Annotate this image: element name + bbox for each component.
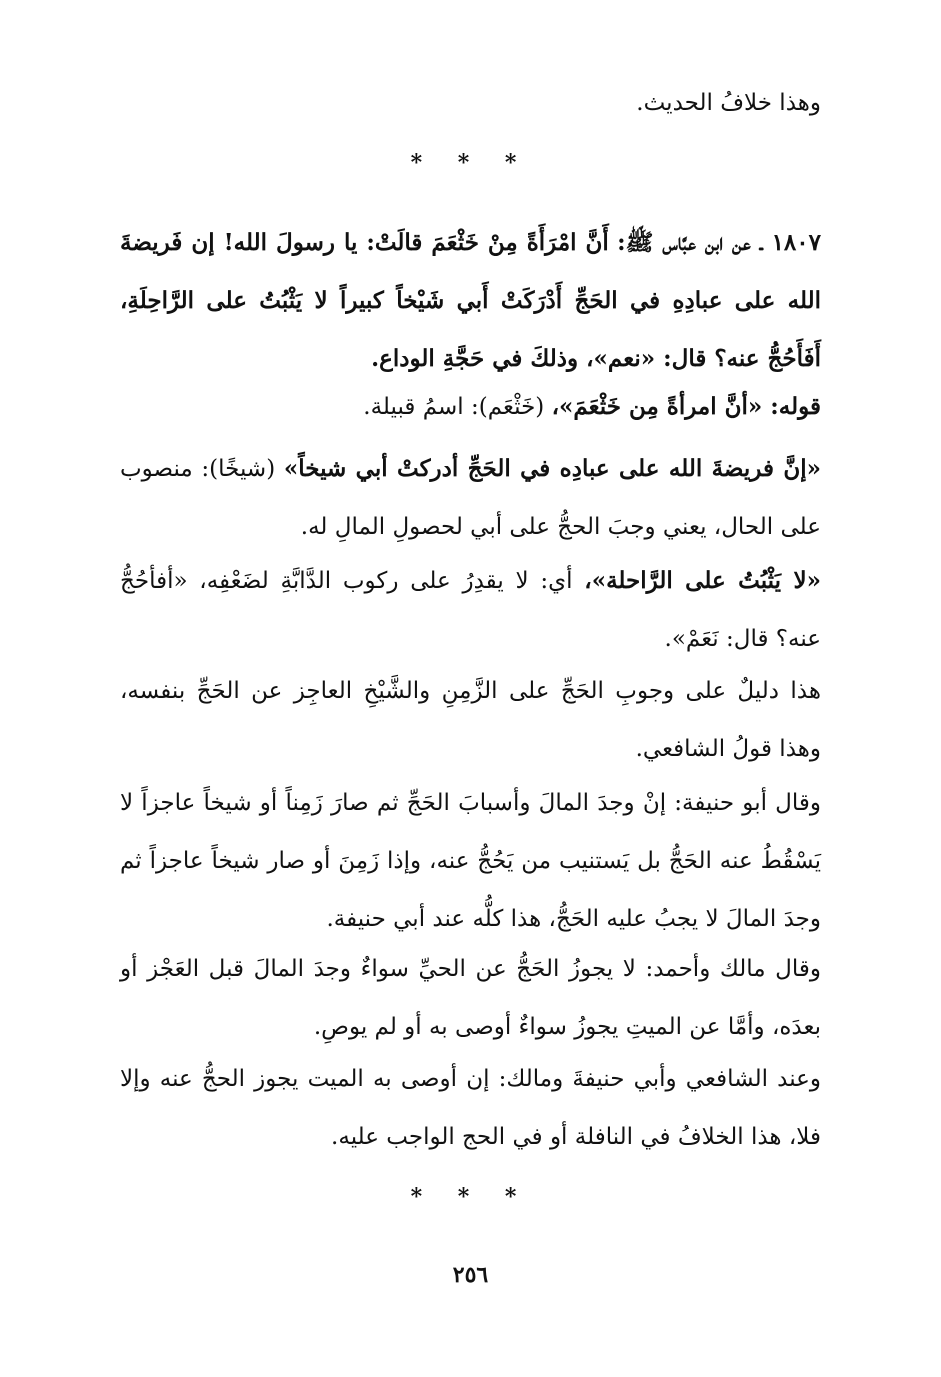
commentary-paragraph-4 (120, 662, 821, 778)
commentary-paragraph-1 (120, 378, 821, 436)
commentary-2-lead: «إنَّ فريضةَ الله على عبادِه في الحَجِّ أدركتْ أبي شيخاً» (283, 455, 821, 482)
page-number: ٢٥٦ (452, 1262, 489, 1288)
commentary-1-lead: قوله: «أنَّ امرأةً مِن خَثْعَمَ»، (551, 393, 821, 420)
commentary-3-text: أي: لا يقدِرُ على ركوب الدَّابَّةِ لضَعْفِه، «أفأحُجُّ عنه؟ قال: نَعَمْ». (120, 568, 821, 652)
commentary-paragraph-5 (120, 774, 821, 948)
commentary-3-lead: «لا يَثْبُتُ على الرَّاحلة»، (584, 567, 821, 594)
commentary-6-text: وقال مالك وأحمد: لا يجوزُ الحَجُّ عن الحيِّ سواءٌ وجدَ المالَ قبل العَجْز أو بعدَه، وأمَّا عن الميتِ يجوزُ سواءٌ أوصى به أو لم يوصِ. (120, 956, 821, 1040)
commentary-paragraph-3 (120, 552, 821, 668)
commentary-paragraph-7 (120, 1050, 821, 1166)
commentary-paragraph-6 (120, 940, 821, 1056)
opening-line (120, 74, 821, 132)
commentary-paragraph-2 (120, 440, 821, 556)
commentary-4-text: هذا دليلٌ على وجوبِ الحَجِّ على الزَّمِنِ والشَّيْخِ العاجِز عن الحَجِّ بنفسه، وهذا قولُ الشافعي. (120, 678, 821, 762)
commentary-2-text: (شيخًا): منصوب على الحال، يعني وجبَ الحجُّ على أبي لحصولِ المالِ له. (120, 456, 821, 540)
hadith-paragraph (120, 214, 821, 388)
commentary-7-text: وعند الشافعي وأبي حنيفةَ ومالك: إن أوصى به الميت يجوز الحجُّ عنه وإلا فلا، هذا الخلافُ في النافلة أو في الحج الواجب عليه. (120, 1066, 821, 1150)
hadith-text: أَنَّ امْرَأَةً مِنْ خَثْعَمَ قالَتْ: يا رسولَ الله! إن فَريضةَ الله على عبادِهِ في الحَجِّ أَدْرَكَتْ أَبي شَيْخاً كبيراً لا يَثْبُتُ على الرَّاحِلَةِ، أَفَأَحُجُّ عنه؟ قال: «نعم»، وذلكَ في حَجَّةِ الوداع. (120, 229, 821, 372)
separator-bottom: * * * (410, 1184, 531, 1210)
separator-top: * * * (410, 150, 531, 176)
hadith-number-narrator: ١٨٠٧ ـ عن ابن عبَّاس ﷺ: (617, 229, 821, 256)
commentary-5-text: وقال أبو حنيفة: إنْ وجدَ المالَ وأسبابَ الحَجِّ ثم صارَ زَمِناً أو شيخاً عاجزاً لا يَسْقُطُ عنه الحَجُّ بل يَستنيب من يَحُجُّ عنه، وإذا زَمِنَ أو صار شيخاً عاجزاً ثم وجدَ المالَ لا يجبُ عليه الحَجُّ، هذا كلُّه عند أبي حنيفة. (120, 790, 821, 932)
opening-line-text: وهذا خلافُ الحديث. (636, 90, 821, 116)
commentary-1-text: (خَثْعَم): اسمُ قبيلة. (363, 394, 552, 420)
